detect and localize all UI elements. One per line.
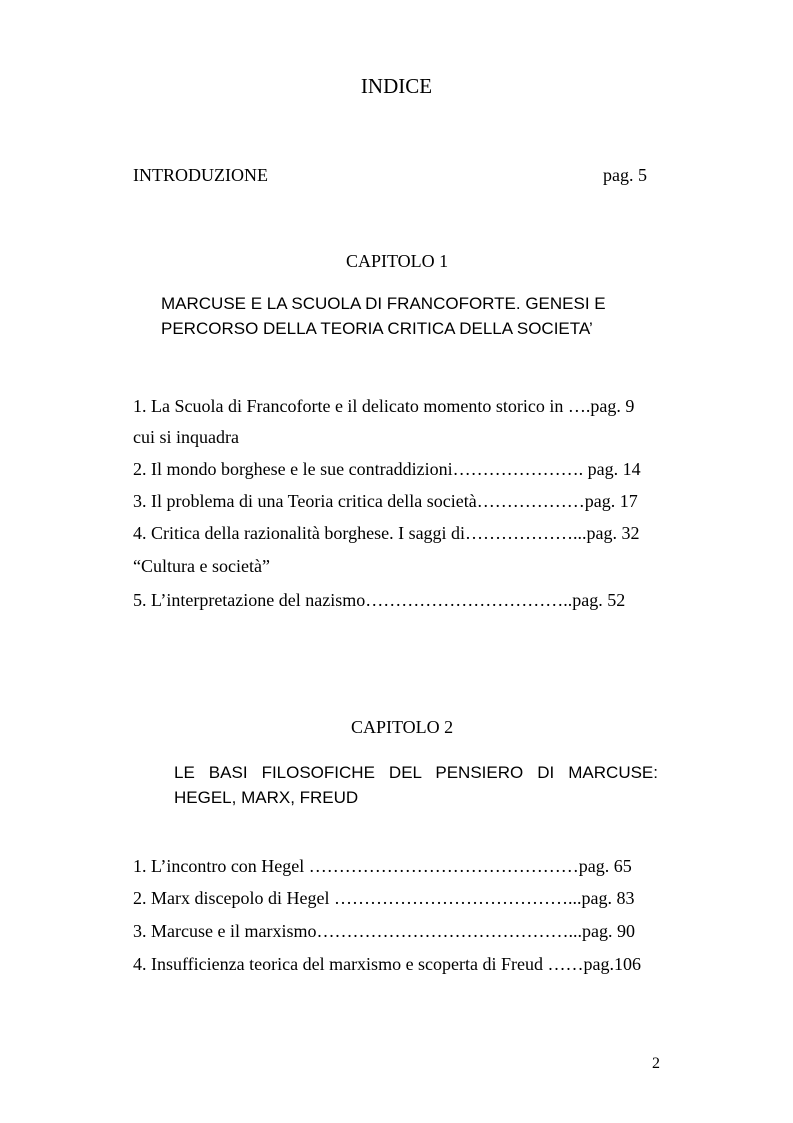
chapter-2-entry-4: 4. Insufficienza teorica del marxismo e scoperta di Freud ……pag.106: [133, 954, 642, 974]
chapter-1-entry-4: 4. Critica della razionalità borghese. I saggi di………………...pag. 32: [133, 523, 640, 543]
page-number: 2: [652, 1055, 660, 1072]
introduction-page: pag. 5: [603, 165, 647, 185]
chapter-1-entry-1: 1. La Scuola di Francoforte e il delicato momento storico in ….pag. 9: [133, 396, 635, 416]
chapter-1-entry-2: 2. Il mondo borghese e le sue contraddizioni…………………. pag. 14: [133, 459, 641, 479]
chapter-2-entry-2: 2. Marx discepolo di Hegel …………………………………...pag. 83: [133, 888, 635, 908]
chapter-2-title-line-2: HEGEL, MARX, FREUD: [174, 788, 359, 807]
chapter-1-title-line-1: MARCUSE E LA SCUOLA DI FRANCOFORTE. GENESI E: [161, 294, 606, 313]
chapter-1-title: [161, 291, 641, 341]
chapter-1-label: CAPITOLO 1: [346, 251, 449, 271]
chapter-2-label: CAPITOLO 2: [351, 717, 454, 737]
chapter-2-title: [174, 760, 658, 810]
chapter-1-entry-3: 3. Il problema di una Teoria critica della società………………pag. 17: [133, 491, 638, 511]
page-title: INDICE: [360, 74, 433, 98]
chapter-2-title-line-1: LE BASI FILOSOFICHE DEL PENSIERO DI MARCUSE:: [174, 763, 658, 782]
chapter-1-entry-5: 5. L’interpretazione del nazismo……………………………..pag. 52: [133, 590, 626, 610]
chapter-2-entry-3: 3. Marcuse e il marxismo……………………………………...pag. 90: [133, 921, 635, 941]
chapter-1-entry-4-continuation: “Cultura e società”: [133, 556, 270, 576]
chapter-1-entry-1-continuation: cui si inquadra: [133, 427, 239, 447]
chapter-1-title-line-2: PERCORSO DELLA TEORIA CRITICA DELLA SOCIETA’: [161, 319, 593, 338]
introduction-label: INTRODUZIONE: [133, 165, 268, 185]
chapter-2-entry-1: 1. L’incontro con Hegel ………………………………………pag. 65: [133, 856, 632, 876]
